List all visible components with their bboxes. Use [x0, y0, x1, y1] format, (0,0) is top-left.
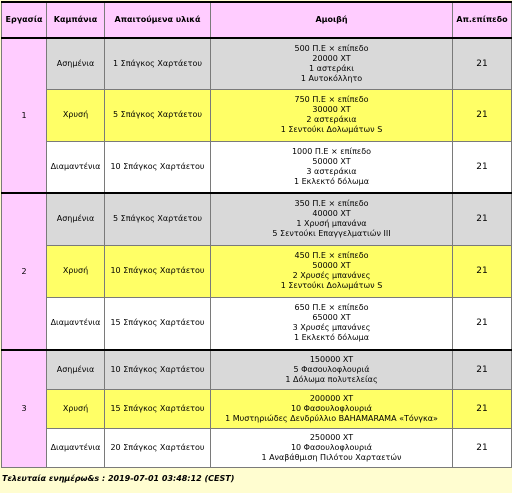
- reward-line: 40000 XT: [312, 209, 351, 219]
- reward-cell: [211, 428, 453, 467]
- materials-cell: 15 Σπάγκος Χαρτάετου: [105, 297, 211, 350]
- reward-line: 2 Χρυσές μπανάνες: [292, 271, 371, 280]
- campaign-cell: Διαμαντένια: [47, 428, 105, 467]
- reward-line: 20000 XT: [312, 53, 351, 63]
- quest-number: 3: [2, 350, 47, 467]
- reward-line: 250000 XT: [309, 432, 354, 442]
- reward-line: 350 Π.Ε × επίπεδο: [294, 199, 369, 209]
- header-row: [2, 2, 512, 38]
- quest-table: [1, 1, 512, 468]
- table-row: [2, 350, 512, 389]
- reward-line: 450 Π.Ε × επίπεδο: [294, 251, 369, 260]
- header-quest: Εργασία: [2, 2, 47, 38]
- reward-line: 150000 XT: [309, 354, 354, 364]
- level-cell: 21: [453, 193, 512, 245]
- reward-line: 1000 Π.Ε × επίπεδο: [291, 146, 372, 156]
- reward-line: 650 Π.Ε × επίπεδο: [294, 303, 369, 313]
- reward-line: 5 Σεντούκι Επαγγελματιών III: [272, 229, 391, 239]
- reward-line: 10 Φασουλοφλουριά: [290, 442, 373, 452]
- reward-line: 1 Δόλωμα πολυτελείας: [285, 374, 378, 384]
- materials-cell: 1 Σπάγκος Χαρτάετου: [105, 38, 211, 89]
- reward-line: 500 Π.Ε × επίπεδο: [294, 43, 369, 53]
- reward-line: 1 Εκλεκτό δόλωμα: [293, 176, 369, 186]
- table-row: [2, 141, 512, 193]
- campaign-cell: Χρυσή: [47, 245, 105, 297]
- reward-line: 750 Π.Ε × επίπεδο: [294, 95, 369, 104]
- campaign-cell: Χρυσή: [47, 389, 105, 428]
- reward-line: 65000 XT: [312, 313, 351, 323]
- reward-cell: [211, 245, 453, 297]
- campaign-cell: Ασημένια: [47, 38, 105, 89]
- table-row: [2, 38, 512, 89]
- quest-number: 2: [2, 193, 47, 350]
- materials-cell: 5 Σπάγκος Χαρτάετου: [105, 193, 211, 245]
- reward-line: 1 Εκλεκτό δόλωμα: [293, 333, 369, 343]
- reward-cell: [211, 389, 453, 428]
- reward-line: 1 Αυτοκόλλητο: [300, 73, 363, 83]
- reward-line: 3 Χρυσές μπανάνες: [292, 323, 371, 333]
- quest-number: 1: [2, 38, 47, 193]
- table-body: [2, 38, 512, 467]
- level-cell: 21: [453, 389, 512, 428]
- table-row: [2, 389, 512, 428]
- table-row: [2, 428, 512, 467]
- level-cell: 21: [453, 428, 512, 467]
- materials-cell: 5 Σπάγκος Χαρτάετου: [105, 89, 211, 141]
- reward-line: 50000 XT: [312, 156, 351, 166]
- reward-cell: [211, 141, 453, 193]
- reward-line: 200000 XT: [309, 393, 354, 403]
- table-row: [2, 245, 512, 297]
- reward-line: 1 Αναβάθμιση Πιλότου Χαρταετών: [261, 452, 402, 462]
- table-row: [2, 89, 512, 141]
- reward-cell: [211, 297, 453, 350]
- reward-line: 3 αστεράκια: [306, 166, 357, 176]
- level-cell: 21: [453, 89, 512, 141]
- campaign-cell: Διαμαντένια: [47, 141, 105, 193]
- campaign-cell: Διαμαντένια: [47, 297, 105, 350]
- reward-line: 2 αστεράκια: [306, 115, 357, 124]
- campaign-cell: Ασημένια: [47, 350, 105, 389]
- reward-line: 50000 XT: [312, 261, 351, 270]
- table-row: [2, 193, 512, 245]
- reward-cell: [211, 193, 453, 245]
- last-updated: Τελευταία ενημέρω&s : 2019-07-01 03:48:12 (CEST): [2, 474, 235, 483]
- reward-line: 1 Σεντούκι Δολωμάτων S: [280, 125, 383, 134]
- level-cell: 21: [453, 297, 512, 350]
- reward-line: 1 αστεράκι: [309, 63, 354, 73]
- header-materials: Απαιτούμενα υλικά: [105, 2, 211, 38]
- level-cell: 21: [453, 38, 512, 89]
- campaign-cell: Ασημένια: [47, 193, 105, 245]
- reward-line: 30000 XT: [312, 105, 351, 114]
- reward-line: 1 Σεντούκι Δολωμάτων S: [280, 281, 383, 290]
- reward-cell: [211, 38, 453, 89]
- reward-line: 5 Φασουλοφλουριά: [293, 364, 370, 374]
- materials-cell: 20 Σπάγκος Χαρτάετου: [105, 428, 211, 467]
- header-reward: Αμοιβή: [211, 2, 453, 38]
- materials-cell: 10 Σπάγκος Χαρτάετου: [105, 350, 211, 389]
- header-level: Απ.επίπεδο: [453, 2, 512, 38]
- campaign-cell: Χρυσή: [47, 89, 105, 141]
- header-campaign: Καμπάνια: [47, 2, 105, 38]
- level-cell: 21: [453, 245, 512, 297]
- reward-line: 1 Μυστηριώδες Δενδρύλλιο BAHAMARAMA «Τόνγκα»: [225, 413, 438, 423]
- level-cell: 21: [453, 141, 512, 193]
- materials-cell: 15 Σπάγκος Χαρτάετου: [105, 389, 211, 428]
- materials-cell: 10 Σπάγκος Χαρτάετου: [105, 245, 211, 297]
- reward-cell: [211, 89, 453, 141]
- reward-line: 1 Χρυσή μπανάνα: [296, 219, 367, 229]
- materials-cell: 10 Σπάγκος Χαρτάετου: [105, 141, 211, 193]
- reward-cell: [211, 350, 453, 389]
- level-cell: 21: [453, 350, 512, 389]
- table-row: [2, 297, 512, 350]
- reward-line: 10 Φασουλοφλουριά: [290, 403, 373, 413]
